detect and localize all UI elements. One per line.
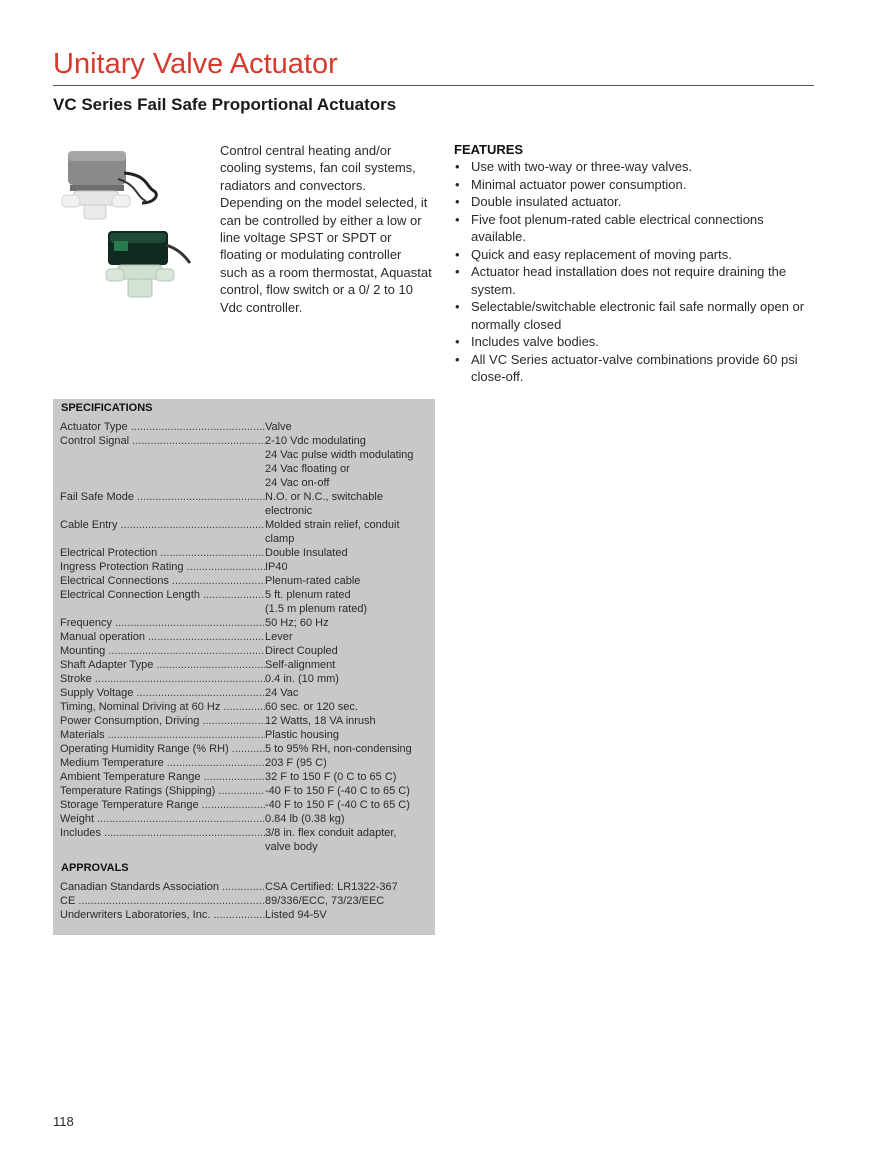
spec-label: Medium Temperature ..... xyxy=(60,756,265,770)
spec-label: Fail Safe Mode ..... xyxy=(60,490,265,504)
list-item: • Use with two-way or three-way valves. xyxy=(454,158,816,176)
spec-label: Includes ..... xyxy=(60,826,265,840)
list-item: • Minimal actuator power consumption. xyxy=(454,176,816,194)
spec-value: 12 Watts, 18 VA inrush xyxy=(265,715,376,727)
list-item: • Includes valve bodies. xyxy=(454,333,816,351)
spec-value: 24 Vac xyxy=(265,687,299,699)
spec-value: 5 to 95% RH, non-condensing xyxy=(265,743,412,755)
list-item: • Double insulated actuator. xyxy=(454,193,816,211)
spec-value: 0.4 in. (10 mm) xyxy=(265,673,339,685)
approval-value: Listed 94-5V xyxy=(265,909,327,921)
spec-label: Ingress Protection Rating ..... xyxy=(60,560,265,574)
spec-label: Actuator Type ..... xyxy=(60,420,265,434)
spec-label: Manual operation ..... xyxy=(60,630,265,644)
approval-value: 89/336/ECC, 73/23/EEC xyxy=(265,895,385,907)
spec-value: 3/8 in. flex conduit adapter, valve body xyxy=(265,827,397,853)
spec-label: Timing, Nominal Driving at 60 Hz ..... xyxy=(60,700,265,714)
spec-label: Weight ..... xyxy=(60,812,265,826)
spec-value: Plenum-rated cable xyxy=(265,575,361,587)
features-list xyxy=(454,158,816,386)
spec-value: Self-alignment xyxy=(265,659,336,671)
spec-label: Storage Temperature Range ..... xyxy=(60,798,265,812)
spec-value: 2-10 Vdc modulating 24 Vac pulse width modulating 24 Vac floating or 24 Vac on-off xyxy=(265,435,414,489)
spec-value: Double Insulated xyxy=(265,547,348,559)
specifications-panel xyxy=(53,399,435,935)
list-item: • Actuator head installation does not require draining the system. xyxy=(454,263,816,298)
spec-value: 50 Hz; 60 Hz xyxy=(265,617,329,629)
approvals-heading: APPROVALS xyxy=(61,862,129,874)
spec-label: Electrical Connection Length ..... xyxy=(60,588,265,602)
spec-value: Lever xyxy=(265,631,293,643)
list-item: • Quick and easy replacement of moving parts. xyxy=(454,246,816,264)
features-section xyxy=(454,142,816,386)
spec-label: Electrical Connections ..... xyxy=(60,574,265,588)
spec-label: Ambient Temperature Range ..... xyxy=(60,770,265,784)
spec-value: 60 sec. or 120 sec. xyxy=(265,701,358,713)
list-item: • All VC Series actuator-valve combinations provide 60 psi close-off. xyxy=(454,351,816,386)
spec-label: Cable Entry ..... xyxy=(60,518,265,532)
spec-label: Mounting ..... xyxy=(60,644,265,658)
spec-label: Shaft Adapter Type ..... xyxy=(60,658,265,672)
spec-value: -40 F to 150 F (-40 C to 65 C) xyxy=(265,785,410,797)
list-item: • Five foot plenum-rated cable electrical connections available. xyxy=(454,211,816,246)
valve-actuator-photo-icon xyxy=(58,145,208,305)
approval-label: Underwriters Laboratories, Inc. ..... xyxy=(60,908,265,922)
spec-value: -40 F to 150 F (-40 C to 65 C) xyxy=(265,799,410,811)
spec-label: Supply Voltage ..... xyxy=(60,686,265,700)
page-title: Unitary Valve Actuator xyxy=(53,48,338,80)
spec-label: Control Signal ..... xyxy=(60,434,265,448)
features-heading: FEATURES xyxy=(454,142,524,157)
spec-value: 0.84 lb (0.38 kg) xyxy=(265,813,345,825)
spec-label: Frequency ..... xyxy=(60,616,265,630)
spec-label: Stroke ..... xyxy=(60,672,265,686)
spec-value: Molded strain relief, conduit clamp xyxy=(265,519,400,545)
approval-label: CE ..... xyxy=(60,894,265,908)
specifications-heading: SPECIFICATIONS xyxy=(61,402,153,414)
spec-value: Valve xyxy=(265,421,292,433)
intro-text: Control central heating and/or cooling systems, fan coil systems, radiators and convectors. Depending on the model selected, it can be controlled by either a low or line voltage SPST or SPDT or floating or modulating controller such as a room thermostat, Aquastat control, flow switch or a 0/ 2 to 10 Vdc controller. xyxy=(220,143,432,315)
spec-label: Electrical Protection ..... xyxy=(60,546,265,560)
spec-label: Power Consumption, Driving ..... xyxy=(60,714,265,728)
spec-value: Plastic housing xyxy=(265,729,339,741)
spec-value: 5 ft. plenum rated (1.5 m plenum rated) xyxy=(265,589,368,615)
spec-value: 32 F to 150 F (0 C to 65 C) xyxy=(265,771,397,783)
spec-value: IP40 xyxy=(265,561,288,573)
page-subtitle: VC Series Fail Safe Proportional Actuators xyxy=(53,95,397,114)
spec-value: Direct Coupled xyxy=(265,645,338,657)
spec-value: 203 F (95 C) xyxy=(265,757,327,769)
list-item: • Selectable/switchable electronic fail safe normally open or normally closed xyxy=(454,298,816,333)
page-number: 118 xyxy=(53,1114,74,1129)
spec-value: N.O. or N.C., switchable electronic xyxy=(265,491,383,517)
spec-label: Materials ..... xyxy=(60,728,265,742)
spec-label: Operating Humidity Range (% RH) ..... xyxy=(60,742,265,756)
spec-label: Temperature Ratings (Shipping) ..... xyxy=(60,784,265,798)
approval-label: Canadian Standards Association ..... xyxy=(60,880,265,894)
approval-value: CSA Certified: LR1322-367 xyxy=(265,881,398,893)
title-divider xyxy=(53,85,814,86)
